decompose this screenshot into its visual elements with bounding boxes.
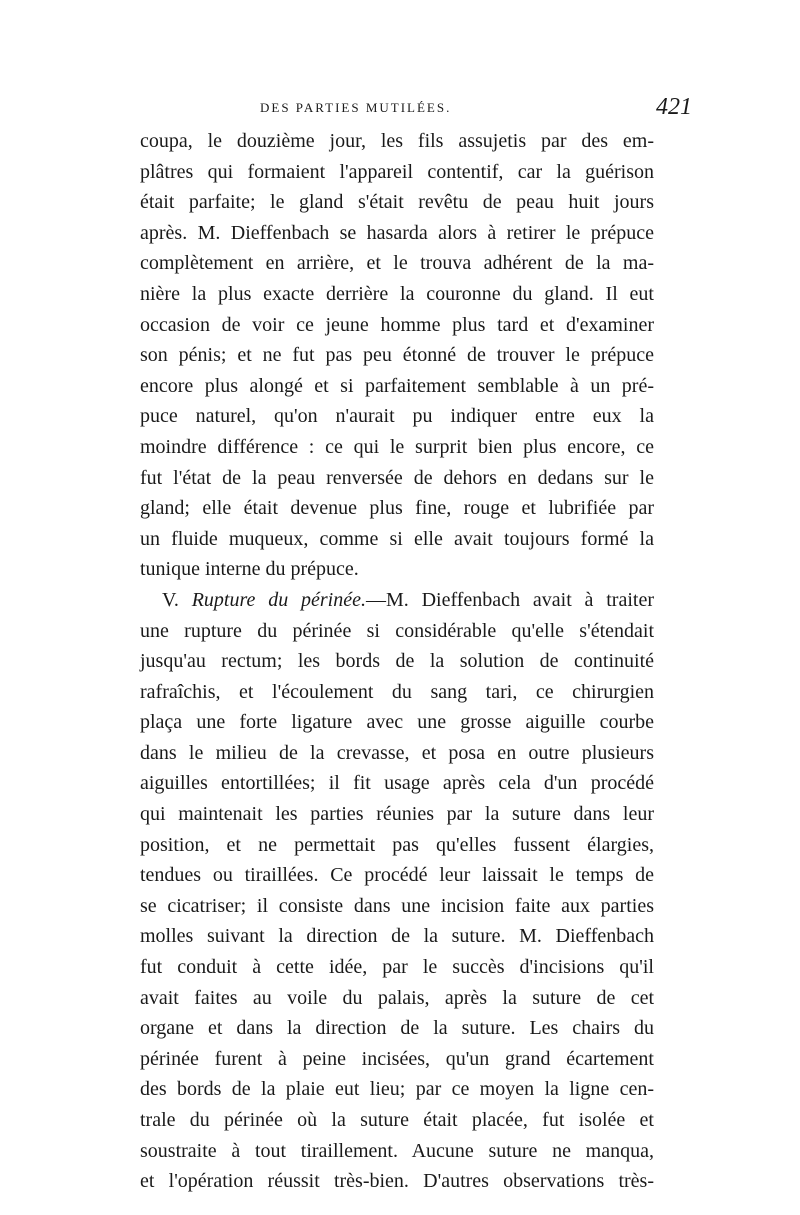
text-line: gland; elle était devenue plus fine, rouge et lubrifiée par — [140, 497, 654, 520]
text-line: plaça une forte ligature avec une grosse aiguille courbe — [140, 711, 654, 734]
text-line: une rupture du périnée si considérable qu'elle s'étendait — [140, 619, 654, 642]
text-line: puce naturel, qu'on n'aurait pu indiquer entre eux la — [140, 405, 654, 428]
text-line: encore plus alongé et si parfaitement semblable à un pré- — [140, 374, 654, 397]
text-line: jusqu'au rectum; les bords de la solution de continuité — [140, 650, 654, 673]
text-line: complètement en arrière, et le trouva adhérent de la ma- — [140, 252, 654, 275]
text-line: fut l'état de la peau renversée de dehors en dedans sur le — [140, 466, 654, 489]
page-number: 421 — [656, 94, 692, 120]
text-line: tunique interne du prépuce. — [140, 558, 359, 581]
text-line: coupa, le douzième jour, les fils assujetis par des em- — [140, 130, 654, 152]
text-line: nière la plus exacte derrière la couronne du gland. Il eut — [140, 282, 654, 305]
section-title: Rupture du périnée. — [191, 588, 366, 611]
text-line: des bords de la plaie eut lieu; par ce moyen la ligne cen- — [140, 1078, 654, 1101]
running-head — [140, 94, 692, 124]
text-line: qui maintenait les parties réunies par la suture dans leur — [140, 803, 654, 826]
text-line: avait faites au voile du palais, après la suture de cet — [140, 986, 654, 1009]
text-line: tendues ou tiraillées. Ce procédé leur laissait le temps de — [140, 864, 654, 887]
text-line: était parfaite; le gland s'était revêtu de peau huit jours — [140, 191, 654, 214]
text-line: son pénis; et ne fut pas peu étonné de trouver le prépuce — [140, 344, 654, 367]
text-line: rafraîchis, et l'écoulement du sang tari, ce chirurgien — [140, 680, 654, 703]
text-line: occasion de voir ce jeune homme plus tard et d'examiner — [140, 313, 654, 336]
text-line: plâtres qui formaient l'appareil contentif, car la guérison — [140, 160, 654, 183]
text-line: organe et dans la direction de la suture. Les chairs du — [140, 1017, 654, 1040]
body-text — [140, 126, 654, 1197]
text-line: après. M. Dieffenbach se hasarda alors à retirer le prépuce — [140, 221, 654, 244]
text-line: moindre différence : ce qui le surprit bien plus encore, ce — [140, 435, 654, 458]
section-heading-line — [140, 585, 654, 616]
text-line: trale du périnée où la suture était placée, fut isolée et — [140, 1109, 654, 1131]
running-title: DES PARTIES MUTILÉES. — [260, 100, 452, 115]
text-line: dans le milieu de la crevasse, et posa en outre plusieurs — [140, 741, 654, 764]
text-line: position, et ne permettait pas qu'elles fussent élargies, — [140, 833, 654, 856]
section-number: V. — [162, 588, 179, 611]
text-line: molles suivant la direction de la suture. M. Dieffenbach — [140, 925, 654, 948]
text-line: aiguilles entortillées; il fit usage après cela d'un procédé — [140, 772, 654, 795]
section-first-line: —M. Dieffenbach avait à traiter — [366, 588, 654, 611]
text-line: périnée furent à peine incisées, qu'un grand écartement — [140, 1047, 654, 1070]
text-line: et l'opération réussit très-bien. D'autres observations très- — [140, 1170, 654, 1193]
text-line: un fluide muqueux, comme si elle avait toujours formé la — [140, 527, 654, 550]
text-line: fut conduit à cette idée, par le succès d'incisions qu'il — [140, 956, 654, 979]
text-line: se cicatriser; il consiste dans une incision faite aux parties — [140, 894, 654, 917]
text-line: soustraite à tout tiraillement. Aucune suture ne manqua, — [140, 1139, 654, 1162]
